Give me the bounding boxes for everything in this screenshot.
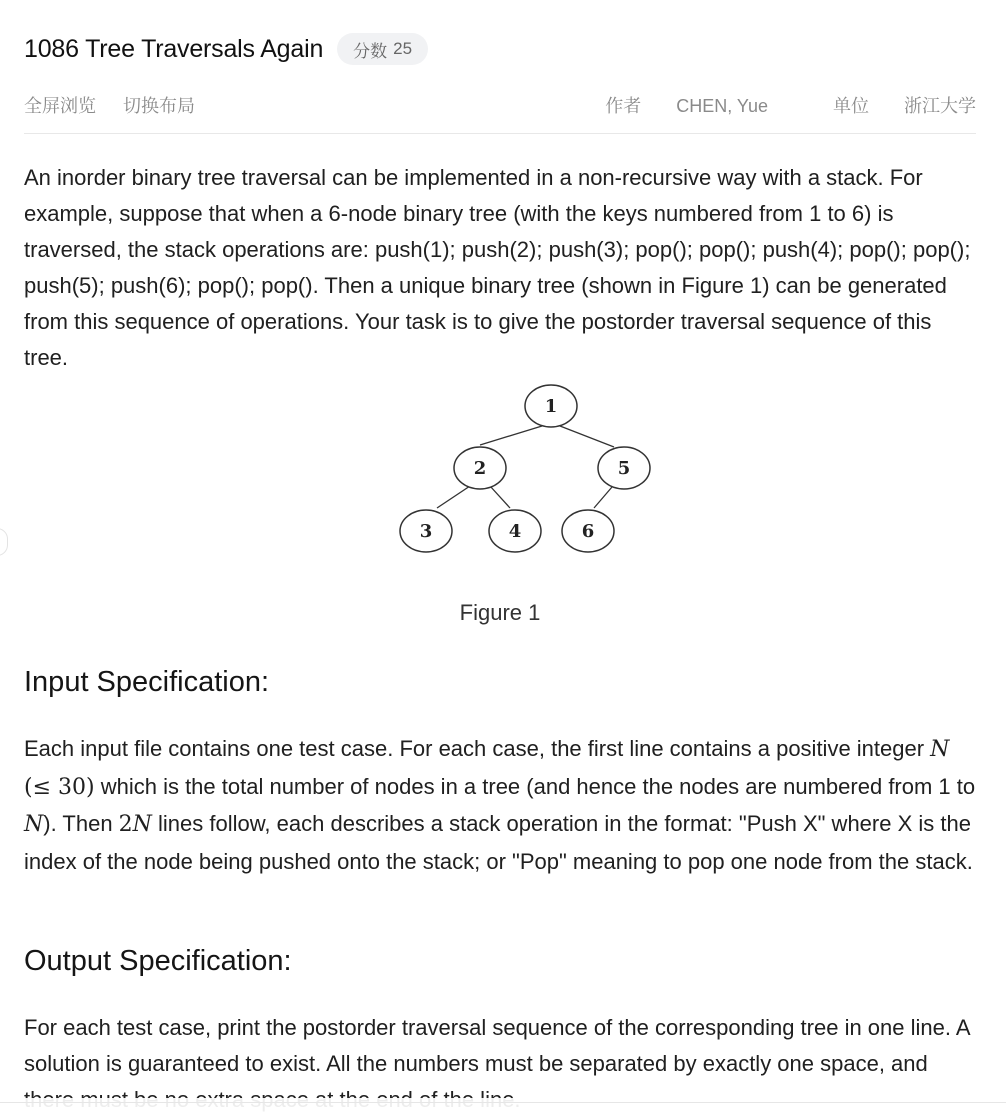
input-text-1: Each input file contains one test case. For each case, the first line contains a positive integer <box>24 736 931 761</box>
unit-info <box>803 96 976 116</box>
input-spec-text <box>24 731 976 880</box>
math-n: N <box>930 737 950 762</box>
author-info <box>575 96 773 116</box>
figure-1-tree-diagram <box>384 378 664 578</box>
math-n: N <box>132 812 152 837</box>
tree-node-1-label: 1 <box>544 396 558 417</box>
author-value: CHEN, Yue <box>676 96 768 116</box>
input-spec-heading: Input Specification: <box>24 666 270 698</box>
problem-description <box>24 160 976 376</box>
edge-2-3 <box>437 486 470 508</box>
problem-title: 1086 Tree Traversals Again <box>24 34 324 63</box>
tree-node-3-label: 3 <box>419 521 433 542</box>
header-divider <box>24 133 976 134</box>
edge-5-6 <box>594 487 612 508</box>
edge-2-4 <box>490 486 510 508</box>
output-spec-text: For each test case, print the postorder traversal sequence of the corresponding tree in one line. A solution is guaranteed to exist. All the numbers must be separated by exactly one space, and <box>24 1015 970 1076</box>
view-controls <box>24 92 217 118</box>
figure-caption: Figure 1 <box>459 600 541 625</box>
tree-node-4-label: 4 <box>508 521 522 542</box>
tree-node-2-label: 2 <box>473 458 487 479</box>
math-n: N <box>24 812 44 837</box>
tree-node-5-label: 5 <box>617 458 631 479</box>
edge-1-5 <box>560 426 614 447</box>
input-text-3: ). Then <box>43 811 119 836</box>
description-intro: An inorder binary tree traversal can be implemented in a non-recursive way with a stack. For example, suppose that when a 6-node binary tree (with the keys numbered from 1 to 6) is traversed, the stack operations are: push(1); push(2); push(3); pop(); pop(); push(4); pop(); pop(); push(5); push(6); pop(); pop(). Then a unique binary tree (shown in Figure 1) can be generated from this sequence of operations. Your task is to give the postorder traversal sequence of this tree. <box>24 165 971 370</box>
scroll-handle[interactable] <box>0 528 8 556</box>
problem-meta <box>545 92 976 118</box>
switch-layout-button[interactable]: 切换布局 <box>123 96 196 116</box>
tree-node-6-label: 6 <box>581 521 595 542</box>
score-badge <box>337 33 428 65</box>
input-text-2: which is the total number of nodes in a tree (and hence the nodes are numbered from 1 to <box>94 773 976 799</box>
fullscreen-button[interactable]: 全屏浏览 <box>24 96 96 116</box>
unit-value: 浙江大学 <box>904 96 976 116</box>
bottom-fade <box>0 1098 1006 1116</box>
math-two: 2 <box>118 812 133 837</box>
unit-label: 单位 <box>832 96 869 116</box>
bottom-rule <box>0 1102 1006 1103</box>
math-condition: (≤ 30) <box>24 774 95 800</box>
input-text-4: lines follow, each describes a stack operation in the format: "Push X" where X is the index of the node being pushed onto the stack; or "Pop" meaning to pop one node from the stack. <box>24 811 973 874</box>
author-label: 作者 <box>605 96 642 116</box>
score-value: 25 <box>393 39 413 58</box>
output-spec-heading: Output Specification: <box>24 945 292 977</box>
title-row <box>24 30 428 68</box>
score-label: 分数 <box>353 41 388 61</box>
edge-1-2 <box>480 426 542 445</box>
meta-row <box>24 90 976 120</box>
